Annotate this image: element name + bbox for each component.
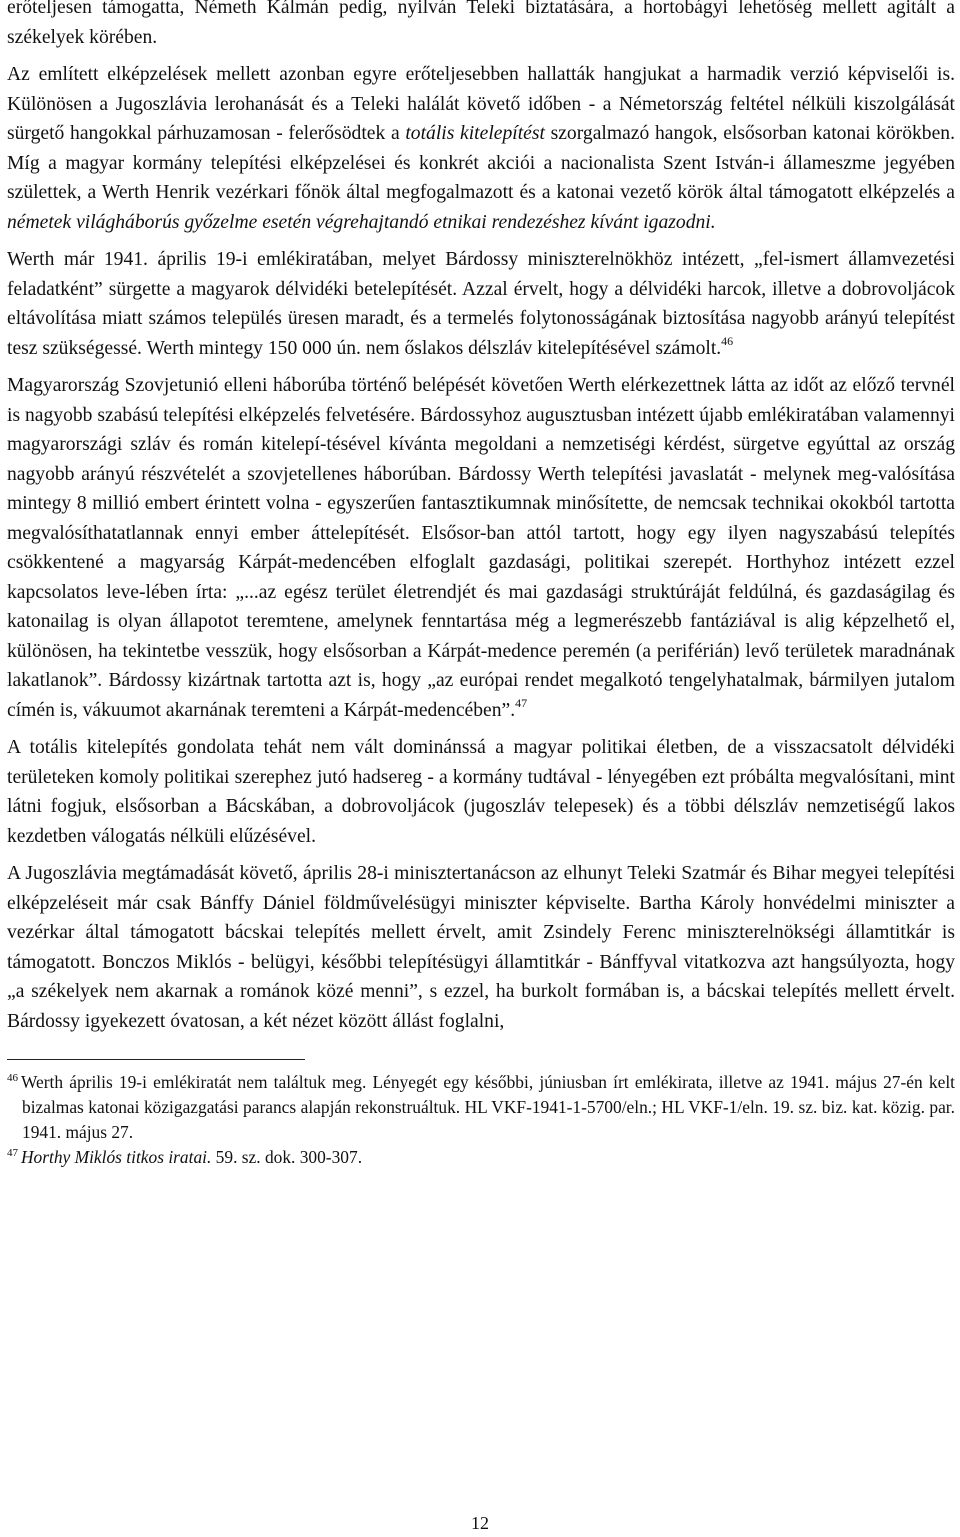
text-run: Werth már 1941. április 19-i emlékiratában, melyet Bárdossy miniszterelnökhöz intézett, „fel-ismert államvezetési feladatként” sürgette a magyarok délvidéki betelepítését. Azzal érvelt, hogy a délvidéki harcok, illetve a dobrovoljácok eltávolítása miatt számos település üresen maradt, és a termelés folytonosságának biztosítása nagyobb arányú telepítést tesz szükségessé. Werth mintegy 150 000 ún. nem őslakos délszláv kitelepítésével számolt. <box>7 249 955 359</box>
text-run: szorgalmazó hangok, elsősorban katonai körökben. Míg a magyar kormány telepítési elképzelései és konkrét akciói a nacionalista Szent István-i állameszme jegyében születtek, a Werth Henrik vezérkari főnök által megfogalmazott és a katonai vezető körök által támogatott elképzelés a <box>7 123 955 203</box>
footnote <box>7 1070 955 1145</box>
paragraph <box>7 60 955 237</box>
footnote <box>7 1145 955 1170</box>
footnote-separator <box>7 1059 305 1060</box>
paragraph <box>7 371 955 725</box>
paragraph <box>7 0 955 52</box>
text-run: A totális kitelepítés gondolata tehát nem vált dominánssá a magyar politikai életben, de a visszacsatolt délvidéki területeken komoly politikai szerephez jutó hadsereg - a kormány tudtával - lényegében ezt próbálta megvalósítani, mint látni fogjuk, elsősorban a Bácskában, a dobrovoljácok (jugoszláv telepesek) és a többi délszláv nemzetiségű lakos kezdetben válogatás nélküli elűzésével. <box>7 737 955 847</box>
footnote-reference: 46 <box>721 333 734 348</box>
text-run: erőteljesen támogatta, Németh Kálmán pedig, nyilván Teleki biztatására, a hortobágyi lehetőség mellett agitált a székelyek körében. <box>7 0 955 48</box>
footnote-number: 47 <box>7 1147 18 1160</box>
footnotes <box>7 1070 955 1170</box>
footnote-reference: 47 <box>515 695 528 710</box>
body-text <box>7 0 955 1036</box>
paragraph <box>7 245 955 363</box>
paragraph <box>7 733 955 851</box>
document-page <box>7 0 955 1537</box>
paragraph <box>7 859 955 1036</box>
page-number: 12 <box>471 1513 489 1533</box>
text-run: Werth április 19-i emlékiratát nem találtuk meg. Lényegét egy későbbi, júniusban írt emlékirata, illetve az 1941. május 27-én kelt bizalmas katonai közigazgatási parancs alapján rekonstruáltuk. HL VKF-1941-1-5700/eln.; HL VKF-1/eln. 19. sz. biz. kat. közig. par. 1941. május 27. <box>21 1072 955 1142</box>
italic-text: totális kitelepítést <box>405 123 545 144</box>
text-run: A Jugoszlávia megtámadását követő, április 28-i minisztertanácson az elhunyt Teleki Szatmár és Bihar megyei telepítési elképzeléseit már csak Bánffy Dániel földművelésügyi miniszter képviselte. Bartha Károly honvédelmi miniszter a vezérkar által támogatott bácskai telepítés mellett érvelt, amit Zsindely Ferenc miniszterelnökségi államtitkár is támogatott. Bonczos Miklós - belügyi, későbbi telepítésügyi államtitkár - Bánffyval vitatkozva azt hangsúlyozta, hogy „a székelyek nem akarnak a románok közé menni”, s ezzel, ha burkolt formában is, a bácskai telepítés mellett érvelt. Bárdossy igyekezett óvatosan, a két nézet között állást foglalni, <box>7 863 955 1032</box>
text-run: Magyarország Szovjetunió elleni háborúba történő belépését követően Werth elérkezettnek látta az időt az előző tervnél is nagyobb szabású telepítési elképzelés felvetésére. Bárdossyhoz augusztusban intézett újabb emlékiratában valamennyi magyarországi szláv és román kitelepí-tésével kívánta megoldani a nemzetiségi kérdést, sürgetve egyúttal az ország nagyobb arányú részvételét a szovjetellenes háborúban. Bárdossy Werth telepítési javaslatát - melynek meg-valósítása mintegy 8 millió embert érintett volna - egyszerűen fantasztikumnak minősítette, de nemcsak technikai okokból tartotta megvalósíthatatlannak ennyi ember áttelepítését. Elsősor-ban attól tartott, hogy egy ilyen nagyszabású telepítés csökkentené a magyarság Kárpát-medencében elfoglalt gazdasági, politikai szerepét. Horthyhoz intézett ezzel kapcsolatos leve-lében írta: „...az egész terület életrendjét és mai gazdasági struktúráját feldúlná, és gazdaságilag és katonailag is olyan állapotot teremtene, amelynek fenntartása még a legmerészebb fantáziával is alig képzelhető el, különösen, ha tekintetbe vesszük, hogy elsősorban a Kárpát-medence peremén (a periférián) levő területek maradnának lakatlanok”. Bárdossy kizártnak tartotta azt is, hogy „az európai rendet megalkotó tengelyhatalmak, bármilyen jutalom címén is, vákuumot akarnának teremteni a Kárpát-medencében”. <box>7 375 955 721</box>
italic-text: németek világháborús győzelme esetén végrehajtandó etnikai rendezéshez kívánt igazodni. <box>7 211 716 233</box>
text-run: Az említett elképzelések mellett azonban egyre erőteljesebben hallatták hangjukat a harmadik verzió képviselői is. Különösen a Jugoszlávia lerohanását és a Teleki halálát követő időben - a Németország feltétel nélküli kiszolgálását sürgető hangokkal párhuzamosan - felerősödtek a <box>7 64 955 144</box>
footnote-number: 46 <box>7 1072 18 1085</box>
italic-text: Horthy Miklós titkos iratai. <box>21 1147 212 1167</box>
text-run: 59. sz. dok. 300-307. <box>211 1147 363 1167</box>
